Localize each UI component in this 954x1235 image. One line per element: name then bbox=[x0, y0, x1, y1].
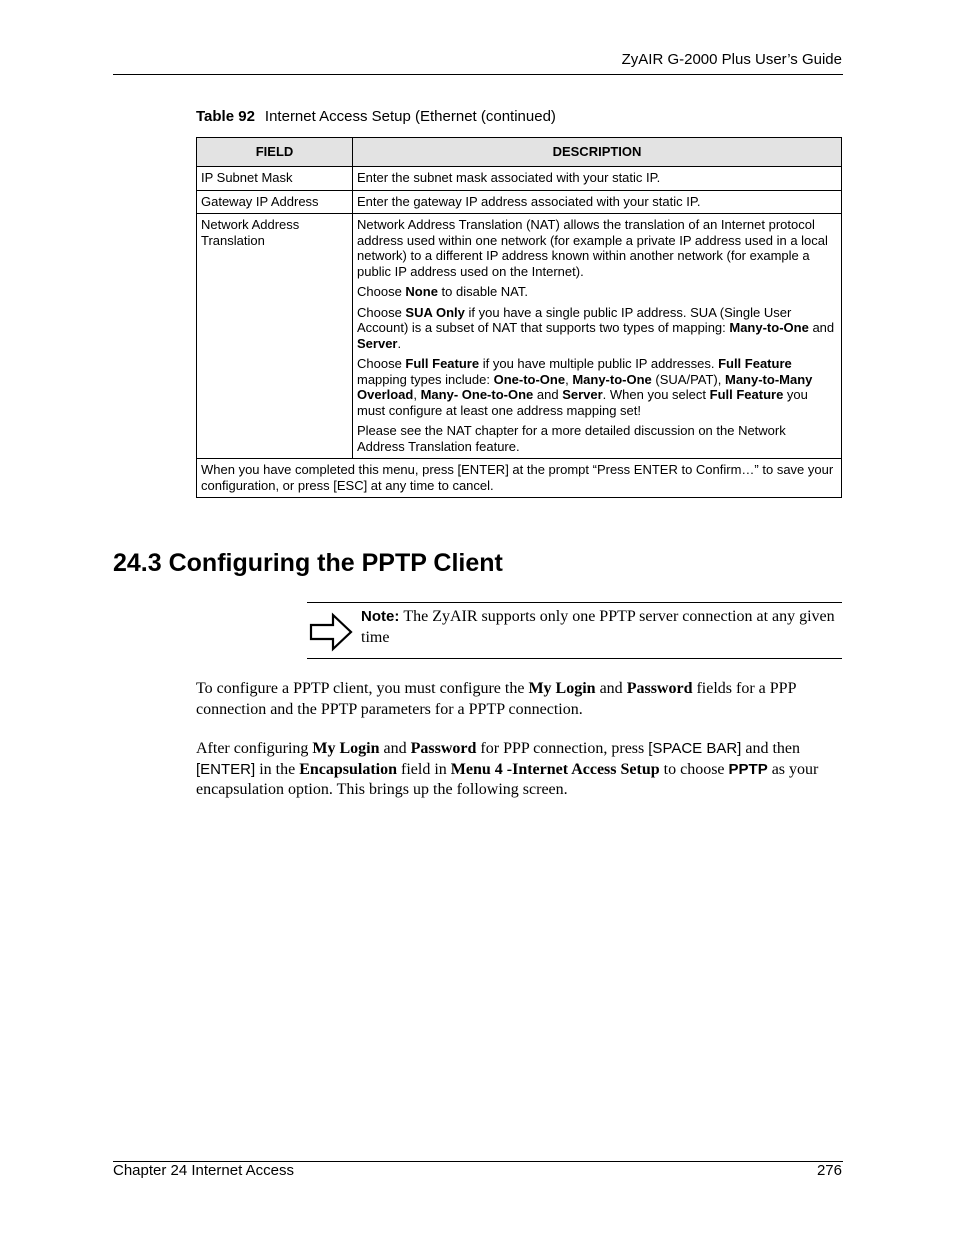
table-footer-note: When you have completed this menu, press [ENTER] at the prompt “Press ENTER to Confirm…” to save your configuration, or press [ESC] at any time to cancel. bbox=[197, 459, 842, 498]
description-cell: Enter the subnet mask associated with your static IP. bbox=[353, 167, 842, 191]
table-caption-title: Internet Access Setup (Ethernet (continued) bbox=[264, 108, 556, 125]
body-paragraph-1: To configure a PPTP client, you must configure the My Login and Password fields for a PPP connection and the PPTP parameters for a PPTP connection. bbox=[196, 680, 796, 718]
body-paragraph-2: After configuring My Login and Password for PPP connection, press [SPACE BAR] and then [ENTER] in the Encapsulation field in Menu 4 -Internet Access Setup to choose PPTP as your encapsulation option. This brings up the following screen. bbox=[196, 740, 819, 798]
field-cell: Network Address Translation bbox=[197, 214, 353, 459]
nat-intro-text: Network Address Translation (NAT) allows the translation of an Internet protocol address used within one network (for example a private IP address used in a local network) to a different IP address known within another network (for example a public IP address used on the Internet). bbox=[357, 217, 828, 279]
table-caption bbox=[196, 108, 556, 125]
nat-none-text: Choose None to disable NAT. bbox=[357, 284, 529, 299]
field-cell: IP Subnet Mask bbox=[197, 167, 353, 191]
nat-sua-text: Choose SUA Only if you have a single public IP address. SUA (Single User Account) is a subset of NAT that supports two types of mapping: Many-to-One and Server. bbox=[357, 304, 835, 351]
keycap-space-bar: [SPACE BAR] bbox=[648, 740, 742, 757]
internet-access-setup-table bbox=[196, 137, 842, 498]
nat-full-feature-text: Choose Full Feature if you have multiple public IP addresses. Full Feature mapping types include: One-to-One, Many-to-One (SUA/PAT), Many-to-Many Overload, Many- One-to-One and Server. When you select Full Feature you must configure at least one address mapping set! bbox=[357, 356, 813, 418]
table-caption-label: Table 92 bbox=[196, 108, 255, 125]
keycap-enter: [ENTER] bbox=[196, 760, 256, 778]
table-row bbox=[197, 190, 842, 214]
description-cell bbox=[353, 214, 842, 459]
column-header-field: FIELD bbox=[197, 138, 353, 167]
column-header-description: DESCRIPTION bbox=[353, 138, 842, 167]
note-body: The ZyAIR supports only one PPTP server connection at any given time bbox=[361, 608, 835, 646]
note-text bbox=[361, 606, 839, 648]
running-header: ZyAIR G-2000 Plus User’s Guide bbox=[621, 51, 842, 68]
right-arrow-icon bbox=[309, 612, 353, 652]
nat-see-also-text: Please see the NAT chapter for a more detailed discussion on the Network Address Translation feature. bbox=[357, 423, 786, 454]
footer-page-number: 276 bbox=[816, 1162, 842, 1179]
note-box bbox=[307, 602, 842, 659]
description-cell: Enter the gateway IP address associated with your static IP. bbox=[353, 190, 842, 214]
table-row bbox=[197, 214, 842, 459]
field-cell: Gateway IP Address bbox=[197, 190, 353, 214]
table-header-row bbox=[197, 138, 842, 167]
footer-chapter: Chapter 24 Internet Access bbox=[113, 1162, 294, 1179]
section-heading: 24.3 Configuring the PPTP Client bbox=[113, 549, 503, 577]
table-row bbox=[197, 167, 842, 191]
note-label: Note: bbox=[361, 608, 400, 625]
table-footer-row bbox=[197, 459, 842, 498]
header-divider bbox=[113, 74, 843, 75]
